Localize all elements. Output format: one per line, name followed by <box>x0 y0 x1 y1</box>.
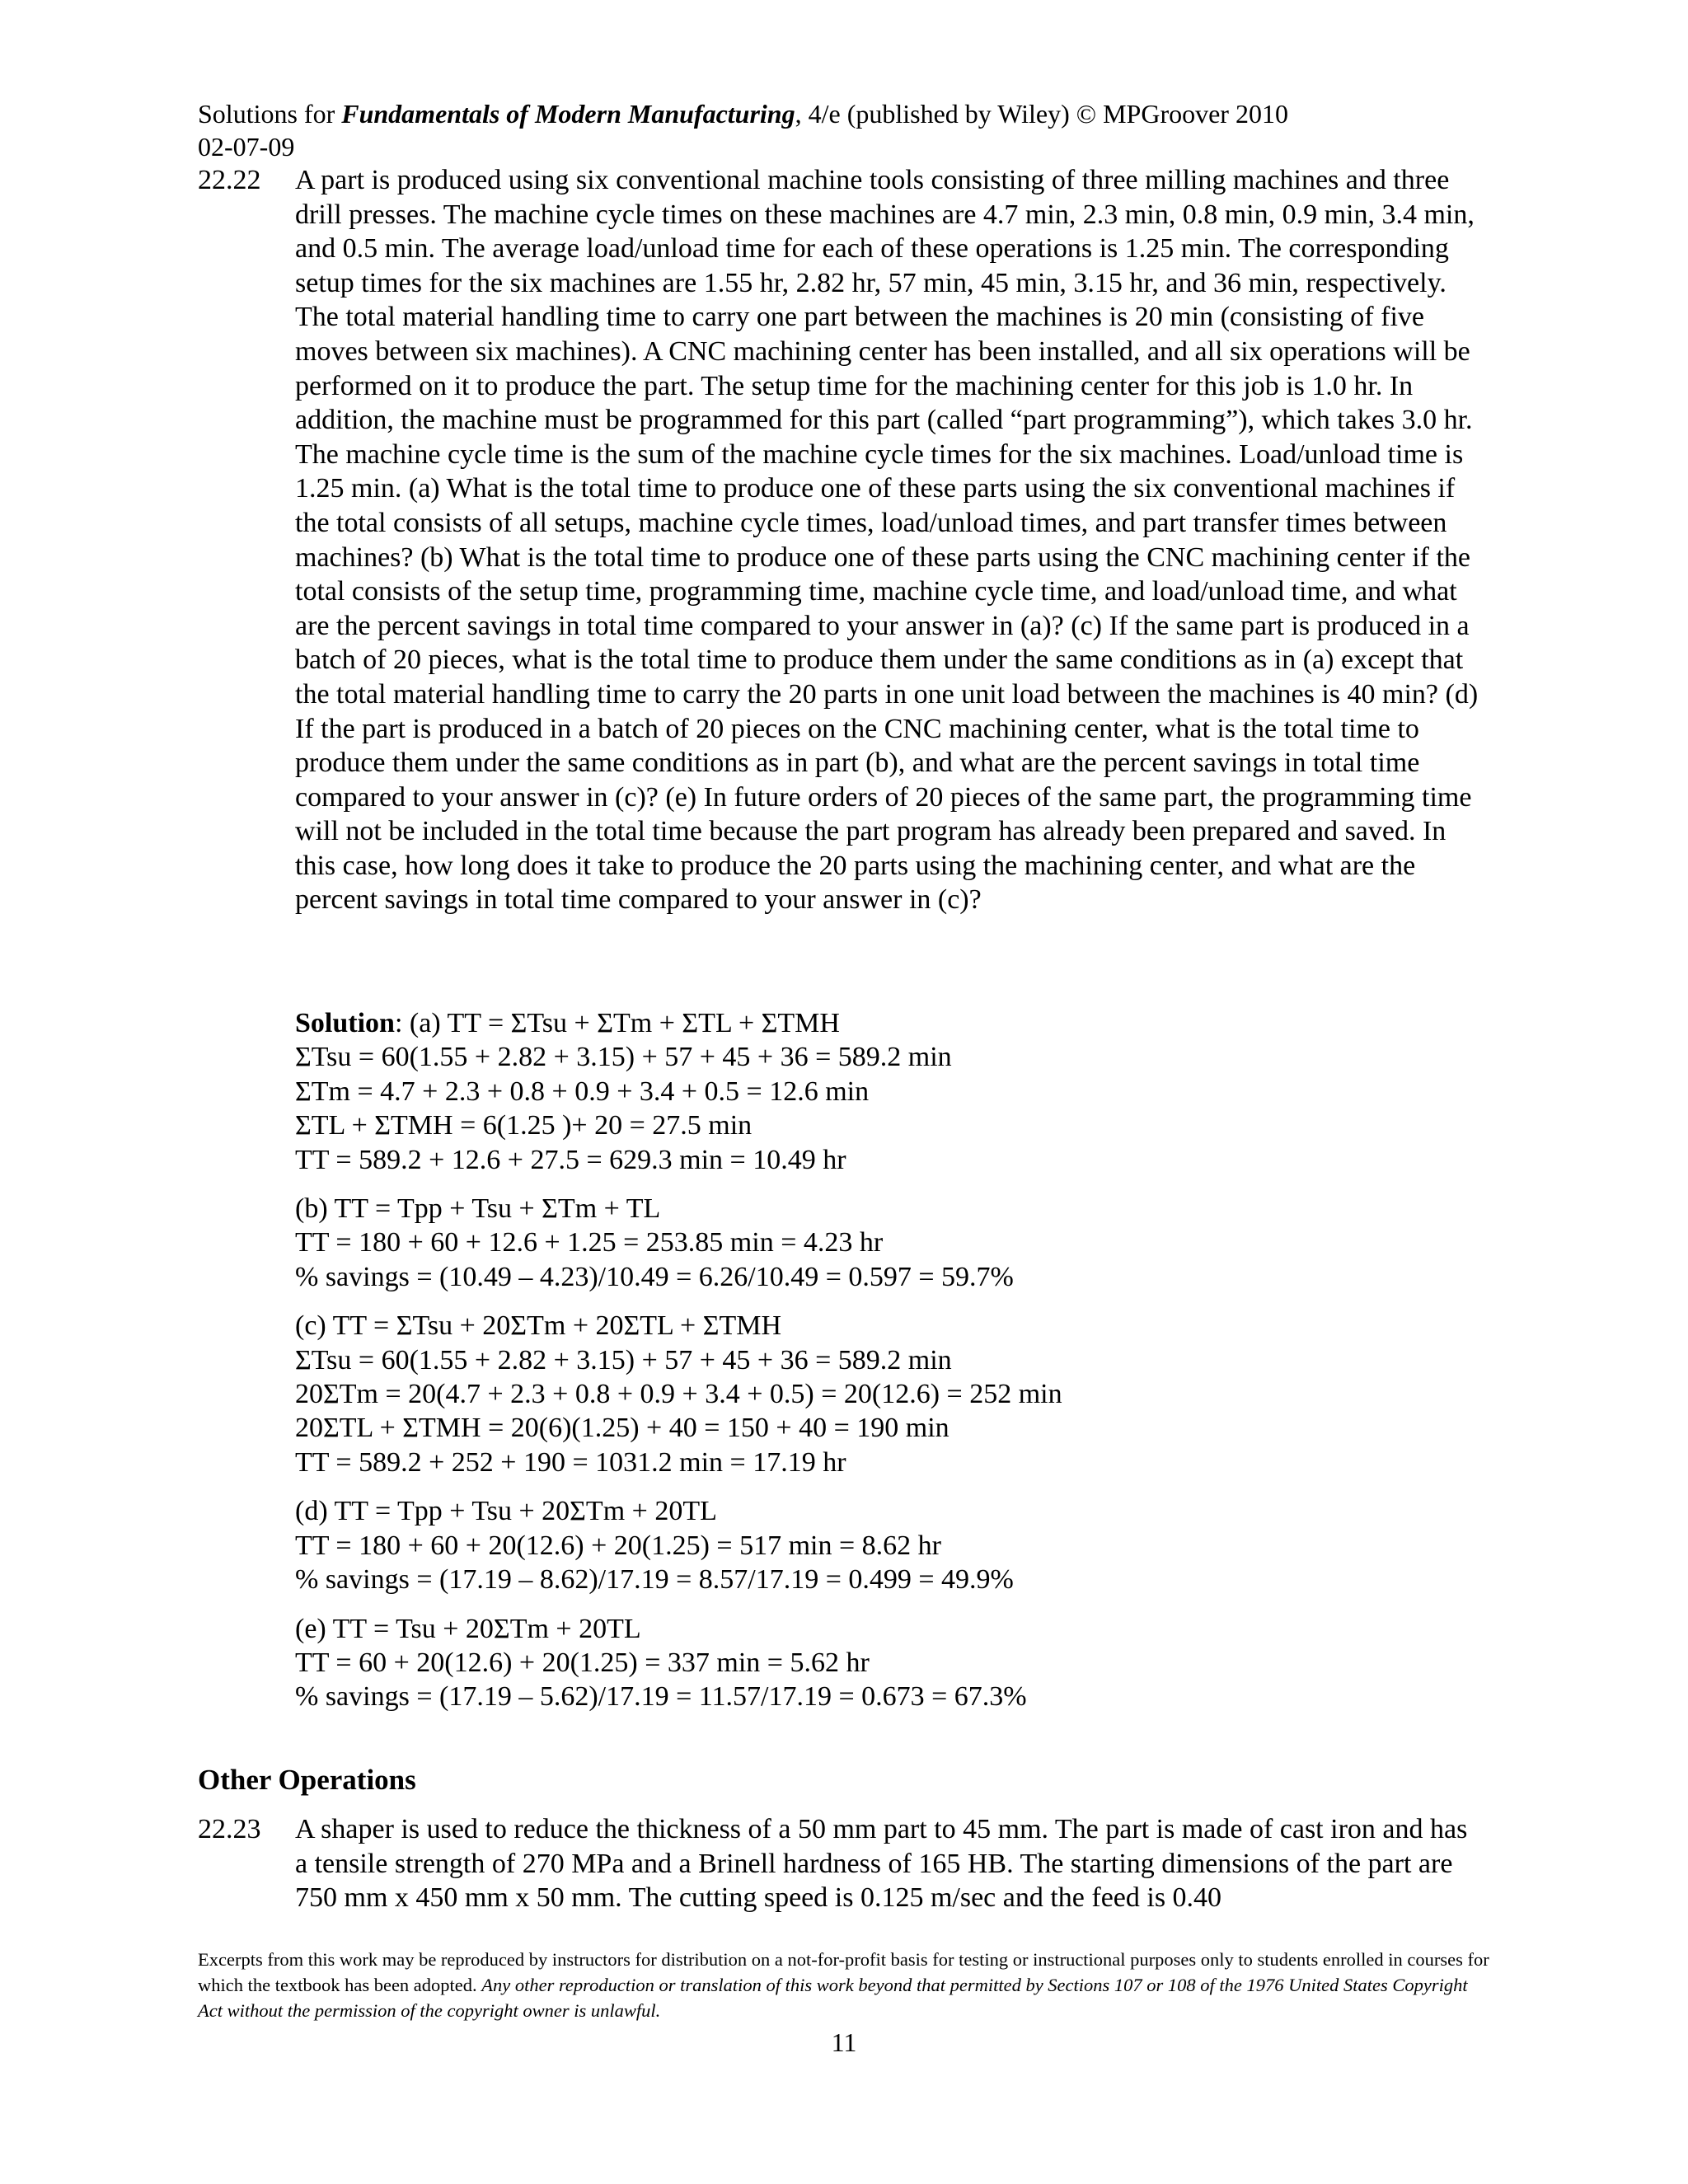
equation-text: 20ΣTm = 20(4.7 + 2.3 + 0.8 + 0.9 + 3.4 + 0.5) = 20(12.6) = 252 min <box>295 1379 1062 1410</box>
book-title: Fundamentals of Modern Manufacturing <box>341 99 795 129</box>
equation-text: : (a) TT = ΣTsu + ΣTm + ΣTL + ΣTMH <box>394 1008 840 1038</box>
equation-text: TT = 589.2 + 12.6 + 27.5 = 629.3 min = 10.49 hr <box>295 1144 846 1175</box>
header-prefix: Solutions for <box>198 99 342 129</box>
footer-italic-text: Any other reproduction or translation of this work beyond that permitted by Sections 107 or 108 of the 1976 United States Copyright Act without the permission of the copyright owner is unlawful. <box>198 1975 1468 2021</box>
equation-text: (b) TT = Tpp + Tsu + ΣTm + TL <box>295 1193 661 1225</box>
equation-text: TT = 180 + 60 + 12.6 + 1.25 = 253.85 min = 4.23 hr <box>295 1227 884 1258</box>
copyright-footer <box>198 1947 1492 2023</box>
page-header <box>198 97 1288 163</box>
problem-text: A part is produced using six conventional machine tools consisting of three milling machines and three drill presses. The machine cycle times on these machines are 4.7 min, 2.3 min, 0.8 min, 0.9 min, 3.4 min, and 0.5 min. The average load/unload time for each of these operations is 1.25 min. The corresponding setup times for the six machines are 1.55 hr, 2.82 hr, 57 min, 45 min, 3.15 hr, and 36 min, respectively. The total material handling time to carry one part between the machines is 20 min (consisting of five moves between six machines). A CNC machining center has been installed, and all six operations will be performed on it to produce the part. The setup time for the machining center for this job is 1.0 hr. In addition, the machine must be programmed for this part (called “part programming”), which takes 3.0 hr. The machine cycle time is the sum of the machine cycle times for the six machines. Load/unload time is 1.25 min. (a) What is the total time to produce one of these parts using the six conventional machines if the total consists of all setups, machine cycle times, load/unload times, and part transfer times between machines? (b) What is the total time to produce one of these parts using the CNC machining center if the total consists of the setup time, programming time, machine cycle time, and load/unload time, and what are the percent savings in total time compared to your answer in (a)? (c) If the same part is produced in a batch of 20 pieces, what is the total time to produce them under the same conditions as in (a) except that the total material handling time to carry the 20 parts in one unit load between the machines is 40 min? (d) If the part is produced in a batch of 20 pieces on the CNC machining center, what is the total time to produce them under the same conditions as in part (b), and what are the percent savings in total time compared to your answer in (c)? (e) In future orders of 20 pieces of the same part, the programming time will not be included in the total time because the part program has already been prepared and saved. In this case, how long does it take to produce the 20 parts using the machining center, and what are the percent savings in total time compared to your answer in (c)? <box>295 165 1479 916</box>
equation-text: TT = 589.2 + 252 + 190 = 1031.2 min = 17.19 hr <box>295 1446 846 1478</box>
header-suffix: , 4/e (published by Wiley) © MPGroover 2010 <box>795 99 1288 129</box>
header-date: 02-07-09 <box>198 132 295 162</box>
equation-text: ΣTsu = 60(1.55 + 2.82 + 3.15) + 57 + 45 + 36 = 589.2 min <box>295 1344 952 1376</box>
section-heading: Other Operations <box>198 1764 416 1796</box>
equation-text: 20ΣTL + ΣTMH = 20(6)(1.25) + 40 = 150 + 40 = 190 min <box>295 1413 950 1444</box>
equation-text: ΣTsu = 60(1.55 + 2.82 + 3.15) + 57 + 45 + 36 = 589.2 min <box>295 1042 952 1073</box>
problem-22-22 <box>198 163 1484 917</box>
equation-text: ΣTL + ΣTMH = 6(1.25 )+ 20 = 27.5 min <box>295 1110 753 1141</box>
equation-text: % savings = (10.49 – 4.23)/10.49 = 6.26/10.49 = 0.597 = 59.7% <box>295 1261 1014 1292</box>
solution-part-d <box>295 1494 1482 1596</box>
solution-part-b <box>295 1192 1482 1294</box>
equation-text: % savings = (17.19 – 5.62)/17.19 = 11.57/17.19 = 0.673 = 67.3% <box>295 1681 1027 1713</box>
equation-text: (d) TT = Tpp + Tsu + 20ΣTm + 20TL <box>295 1496 717 1527</box>
equation-text: TT = 180 + 60 + 20(12.6) + 20(1.25) = 517 min = 8.62 hr <box>295 1530 941 1561</box>
problem-text: A shaper is used to reduce the thickness of a 50 mm part to 45 mm. The part is made of cast iron and has a tensile strength of 270 MPa and a Brinell hardness of 165 HB. The starting dimensions of the part are 750 mm x 450 mm x 50 mm. The cutting speed is 0.125 m/sec and the feed is 0.40 <box>295 1814 1468 1914</box>
problem-22-23 <box>198 1812 1484 1915</box>
problem-number: 22.23 <box>198 1814 261 1844</box>
solution-part-a <box>295 1006 1482 1177</box>
problem-number: 22.22 <box>198 165 261 195</box>
solution-line <box>295 1006 1482 1040</box>
solution-part-e <box>295 1612 1482 1714</box>
solution <box>295 1006 1482 1729</box>
solution-part-c <box>295 1309 1482 1479</box>
equation-text: (e) TT = Tsu + 20ΣTm + 20TL <box>295 1613 641 1644</box>
equation-text: (c) TT = ΣTsu + 20ΣTm + 20ΣTL + ΣTMH <box>295 1310 782 1342</box>
page-number: 11 <box>831 2027 857 2057</box>
solution-label: Solution <box>295 1008 395 1038</box>
header-line <box>198 97 1288 130</box>
equation-text: TT = 60 + 20(12.6) + 20(1.25) = 337 min = 5.62 hr <box>295 1647 870 1678</box>
equation-text: % savings = (17.19 – 8.62)/17.19 = 8.57/17.19 = 0.499 = 49.9% <box>295 1564 1014 1596</box>
equation-text: ΣTm = 4.7 + 2.3 + 0.8 + 0.9 + 3.4 + 0.5 = 12.6 min <box>295 1076 870 1107</box>
footer-text: Excerpts from this work may be reproduced by instructors for distribution on a not-for-profit basis for testing or instructional purposes only to students enrolled in courses for which the textbook has been adopted. <box>198 1949 1489 1995</box>
